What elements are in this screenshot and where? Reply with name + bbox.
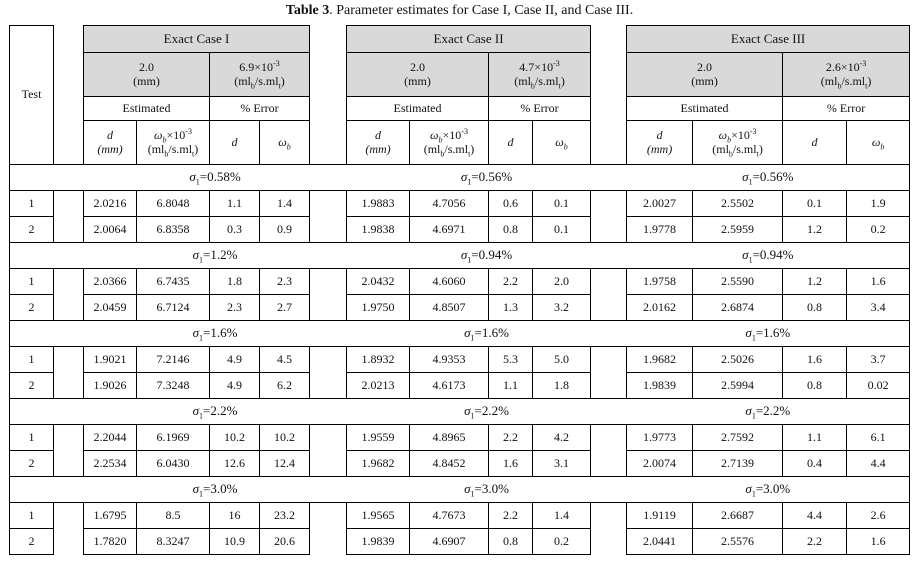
case-2-d-exact: 2.0 (mm) [347,53,489,97]
sigma-spacer [10,399,84,425]
table-row [10,425,910,451]
sigma-label: $\sigma_1=2.2\%$ [84,399,347,425]
value-cell: 3.2 [533,295,591,321]
gap-cell [54,425,84,451]
case-1-w-exact: $6.9\times 10^{-3}$ $(ml_b/s.ml_t)$ [210,53,310,97]
value-cell: 4.6173 [410,373,489,399]
value-cell: 1.4 [260,191,310,217]
gap-cell [591,347,627,373]
value-cell: 2.0064 [84,217,137,243]
error-header: % Error [489,97,591,121]
sigma-value: 3.0% [481,481,509,497]
gap-cell [310,347,347,373]
value-cell: 2.2534 [84,451,137,477]
value-cell: 6.8048 [137,191,210,217]
value-cell: 2.0027 [627,191,693,217]
value-cell: 3.4 [847,295,910,321]
sigma-label: $\sigma_1=0.56\%$ [627,165,910,191]
value-cell: 2.2 [489,425,533,451]
value-cell: 1.9565 [347,503,410,529]
value-cell: 10.9 [210,529,260,555]
value-cell: 1.2 [783,217,847,243]
value-cell: 1.9773 [627,425,693,451]
table-row [10,269,910,295]
value-cell: 1.7820 [84,529,137,555]
test-number: 2 [10,373,54,399]
value-cell: 1.9119 [627,503,693,529]
value-cell: 6.0430 [137,451,210,477]
gap-cell [310,295,347,321]
gap-cell [54,373,84,399]
table-row [10,295,910,321]
value-cell: 2.7592 [693,425,783,451]
value-cell: 2.3 [210,295,260,321]
gap-cell [310,269,347,295]
sigma-row [10,321,910,347]
gap-cell [54,503,84,529]
test-number: 1 [10,191,54,217]
gap-cell [54,217,84,243]
value-cell: 4.6907 [410,529,489,555]
sigma-value: 0.94% [759,247,794,263]
gap-cell [591,425,627,451]
value-cell: 6.2 [260,373,310,399]
gap-cell [310,503,347,529]
value-cell: 1.6795 [84,503,137,529]
caption-text: . Parameter estimates for Case I, Case II, and Case III. [329,3,634,18]
case-2-title: Exact Case II [347,26,591,53]
table-row [10,217,910,243]
value-cell: 0.9 [260,217,310,243]
value-cell: 1.9778 [627,217,693,243]
sigma-label: $\sigma_1=1.2\%$ [84,243,347,269]
sigma-label: $\sigma_1=3.0\%$ [84,477,347,503]
sigma-spacer [10,243,84,269]
value-cell: 0.8 [783,373,847,399]
gap-cell [310,26,347,165]
parameter-estimates-table [9,25,910,555]
gap-cell [310,425,347,451]
value-cell: 1.9559 [347,425,410,451]
estimated-header: Estimated [347,97,489,121]
value-cell: 2.0441 [627,529,693,555]
wb-col-header: $\omega_b\times 10^{-3}$ $(ml_b/s.ml_t)$ [410,121,489,165]
value-cell: 20.6 [260,529,310,555]
sigma-value: 2.2% [210,403,238,419]
value-cell: 1.6 [847,529,910,555]
value-cell: 10.2 [210,425,260,451]
sigma-label: $\sigma_1=2.2\%$ [627,399,910,425]
value-cell: 1.9838 [347,217,410,243]
value-cell: 2.0162 [627,295,693,321]
gap-cell [591,269,627,295]
value-cell: 2.5959 [693,217,783,243]
sigma-row [10,399,910,425]
value-cell: 0.1 [533,191,591,217]
value-cell: 0.8 [489,529,533,555]
value-cell: 4.4 [783,503,847,529]
header-row-est-err [10,97,910,121]
value-cell: 2.2 [783,529,847,555]
value-cell: 1.2 [783,269,847,295]
value-cell: 2.6 [847,503,910,529]
gap-cell [591,217,627,243]
gap-cell [54,269,84,295]
table-row [10,451,910,477]
value-cell: 2.0366 [84,269,137,295]
value-cell: 1.6 [783,347,847,373]
value-cell: 8.3247 [137,529,210,555]
error-header: % Error [210,97,310,121]
wb-err-header: $\omega_b$ [847,121,910,165]
value-cell: 23.2 [260,503,310,529]
value-cell: 2.6874 [693,295,783,321]
value-cell: 2.5590 [693,269,783,295]
test-number: 1 [10,503,54,529]
value-cell: 12.6 [210,451,260,477]
table-label: Table 3 [285,3,330,18]
value-cell: 0.4 [783,451,847,477]
value-cell: 0.1 [783,191,847,217]
sigma-label: $\sigma_1=3.0\%$ [347,477,627,503]
value-cell: 4.7056 [410,191,489,217]
gap-cell [310,529,347,555]
sigma-label: $\sigma_1=1.6\%$ [627,321,910,347]
value-cell: 2.0459 [84,295,137,321]
value-cell: 3.1 [533,451,591,477]
gap-cell [591,26,627,165]
gap-cell [54,26,84,165]
wb-col-header: $\omega_b\times 10^{-3}$ $(ml_b/s.ml_t)$ [693,121,783,165]
value-cell: 1.9021 [84,347,137,373]
value-cell: 2.5026 [693,347,783,373]
value-cell: 1.9758 [627,269,693,295]
sigma-value: 3.0% [763,481,791,497]
value-cell: 2.2044 [84,425,137,451]
value-cell: 3.7 [847,347,910,373]
value-cell: 16 [210,503,260,529]
value-cell: 0.8 [489,217,533,243]
table-row [10,503,910,529]
value-cell: 2.2 [489,503,533,529]
sigma-value: 1.6% [763,325,791,341]
sigma-spacer [10,165,84,191]
d-err-header: d [783,121,847,165]
value-cell: 6.1 [847,425,910,451]
value-cell: 4.4 [847,451,910,477]
value-cell: 1.4 [533,503,591,529]
gap-cell [591,373,627,399]
value-cell: 0.1 [533,217,591,243]
sigma-spacer [10,321,84,347]
sigma-label: $\sigma_1=0.94\%$ [347,243,627,269]
table-row [10,347,910,373]
gap-cell [54,295,84,321]
sigma-label: $\sigma_1=1.6\%$ [84,321,347,347]
gap-cell [591,295,627,321]
value-cell: 1.9 [847,191,910,217]
value-cell: 1.8932 [347,347,410,373]
value-cell: 0.3 [210,217,260,243]
test-number: 2 [10,451,54,477]
sigma-value: 2.2% [763,403,791,419]
estimated-header: Estimated [84,97,210,121]
gap-cell [591,191,627,217]
value-cell: 2.0 [533,269,591,295]
wb-err-header: $\omega_b$ [533,121,591,165]
sigma-label: $\sigma_1=3.0\%$ [627,477,910,503]
sigma-value: 2.2% [481,403,509,419]
value-cell: 1.9839 [347,529,410,555]
value-cell: 2.0432 [347,269,410,295]
value-cell: 0.2 [847,217,910,243]
header-row-exact [10,53,910,97]
sigma-label: $\sigma_1=0.58\%$ [84,165,347,191]
value-cell: 1.1 [210,191,260,217]
sigma-value: 0.94% [478,247,513,263]
test-number: 1 [10,347,54,373]
case-1-d-exact: 2.0 (mm) [84,53,210,97]
value-cell: 2.7139 [693,451,783,477]
table-row [10,529,910,555]
gap-cell [591,529,627,555]
value-cell: 6.8358 [137,217,210,243]
value-cell: 1.9883 [347,191,410,217]
d-err-header: d [210,121,260,165]
value-cell: 6.1969 [137,425,210,451]
value-cell: 1.1 [783,425,847,451]
sigma-value: 3.0% [210,481,238,497]
value-cell: 1.9839 [627,373,693,399]
sigma-row [10,477,910,503]
header-row-params [10,121,910,165]
table-body [10,26,910,555]
header-row-case [10,26,910,53]
value-cell: 0.02 [847,373,910,399]
case-3-w-exact: $2.6\times 10^{-3}$ $(ml_b/s.ml_t)$ [783,53,910,97]
gap-cell [54,347,84,373]
gap-cell [310,191,347,217]
gap-cell [591,451,627,477]
sigma-row [10,243,910,269]
case-3-d-exact: 2.0 (mm) [627,53,783,97]
value-cell: 5.0 [533,347,591,373]
sigma-label: $\sigma_1=0.56\%$ [347,165,627,191]
value-cell: 6.7435 [137,269,210,295]
value-cell: 4.6971 [410,217,489,243]
table-row [10,191,910,217]
value-cell: 12.4 [260,451,310,477]
value-cell: 0.2 [533,529,591,555]
gap-cell [310,373,347,399]
test-number: 2 [10,217,54,243]
test-header: Test [10,26,54,165]
test-number: 1 [10,269,54,295]
wb-col-header: $\omega_b\times 10^{-3}$ $(ml_b/s.ml_t)$ [137,121,210,165]
value-cell: 8.5 [137,503,210,529]
gap-cell [591,503,627,529]
case-2-w-exact: $4.7\times 10^{-3}$ $(ml_b/s.ml_t)$ [489,53,591,97]
sigma-value: 0.56% [759,169,794,185]
value-cell: 2.7 [260,295,310,321]
gap-cell [54,191,84,217]
value-cell: 4.9 [210,373,260,399]
gap-cell [310,451,347,477]
d-col-header: d (mm) [84,121,137,165]
value-cell: 4.6060 [410,269,489,295]
sigma-value: 1.6% [210,325,238,341]
d-col-header: d (mm) [347,121,410,165]
value-cell: 4.8965 [410,425,489,451]
sigma-label: $\sigma_1=1.6\%$ [347,321,627,347]
case-1-title: Exact Case I [84,26,310,53]
value-cell: 1.9750 [347,295,410,321]
value-cell: 10.2 [260,425,310,451]
gap-cell [54,529,84,555]
value-cell: 2.5502 [693,191,783,217]
sigma-value: 1.6% [481,325,509,341]
value-cell: 0.8 [783,295,847,321]
table-row [10,373,910,399]
value-cell: 4.8507 [410,295,489,321]
test-number: 2 [10,295,54,321]
value-cell: 4.5 [260,347,310,373]
test-number: 2 [10,529,54,555]
value-cell: 2.3 [260,269,310,295]
value-cell: 4.2 [533,425,591,451]
estimated-header: Estimated [627,97,783,121]
wb-err-header: $\omega_b$ [260,121,310,165]
case-3-title: Exact Case III [627,26,910,53]
value-cell: 7.2146 [137,347,210,373]
value-cell: 1.6 [489,451,533,477]
value-cell: 4.8452 [410,451,489,477]
d-err-header: d [489,121,533,165]
value-cell: 7.3248 [137,373,210,399]
table-caption [0,3,919,19]
sigma-value: 0.56% [478,169,513,185]
value-cell: 2.0213 [347,373,410,399]
value-cell: 4.9 [210,347,260,373]
test-number: 1 [10,425,54,451]
value-cell: 1.8 [210,269,260,295]
value-cell: 6.7124 [137,295,210,321]
value-cell: 4.9353 [410,347,489,373]
value-cell: 2.5994 [693,373,783,399]
value-cell: 1.9682 [347,451,410,477]
error-header: % Error [783,97,910,121]
sigma-label: $\sigma_1=0.94\%$ [627,243,910,269]
gap-cell [54,451,84,477]
value-cell: 1.9682 [627,347,693,373]
sigma-value: 1.2% [210,247,238,263]
value-cell: 1.3 [489,295,533,321]
sigma-row [10,165,910,191]
sigma-label: $\sigma_1=2.2\%$ [347,399,627,425]
d-col-header: d (mm) [627,121,693,165]
value-cell: 1.9026 [84,373,137,399]
value-cell: 0.6 [489,191,533,217]
value-cell: 1.1 [489,373,533,399]
value-cell: 1.8 [533,373,591,399]
gap-cell [310,217,347,243]
value-cell: 2.6687 [693,503,783,529]
value-cell: 2.2 [489,269,533,295]
value-cell: 2.0216 [84,191,137,217]
value-cell: 2.5576 [693,529,783,555]
value-cell: 2.0074 [627,451,693,477]
sigma-value: 0.58% [207,169,241,185]
value-cell: 4.7673 [410,503,489,529]
value-cell: 5.3 [489,347,533,373]
value-cell: 1.6 [847,269,910,295]
sigma-spacer [10,477,84,503]
